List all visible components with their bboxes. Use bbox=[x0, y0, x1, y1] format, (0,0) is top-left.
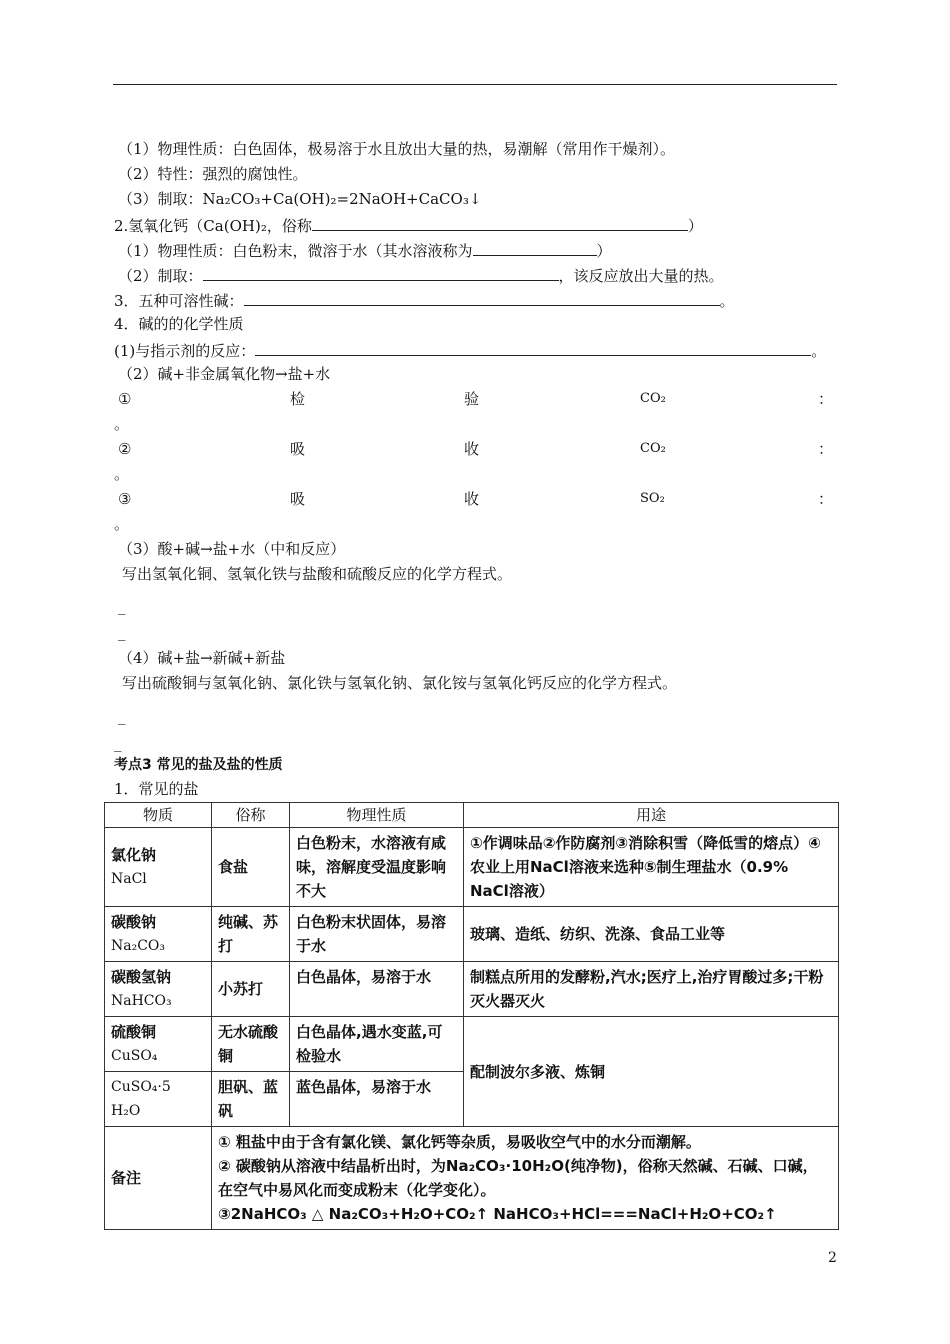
row-word: 验 bbox=[464, 390, 480, 408]
substance-cell: 硫酸铜 CuSO₄ bbox=[105, 1017, 212, 1072]
question-text: ） bbox=[596, 242, 612, 260]
common-name-cell: 无水硫酸铜 bbox=[212, 1017, 290, 1072]
table-header-row bbox=[105, 803, 839, 828]
text-line: （3）酸+碱→盐+水（中和反应） bbox=[118, 540, 346, 558]
substance-cell: 氯化钠 NaCl bbox=[105, 828, 212, 907]
notes-cell bbox=[212, 1127, 839, 1230]
question-text: ） bbox=[687, 217, 703, 235]
row-colon: ： bbox=[818, 490, 834, 508]
notes-label-cell: 备注 bbox=[105, 1127, 212, 1230]
question-text: 2.氢氧化钙（Ca(OH)₂，俗称 bbox=[114, 217, 312, 235]
common-name-cell: 纯碱、苏打 bbox=[212, 907, 290, 962]
question-text: 。 bbox=[719, 292, 735, 310]
text-line: 4．碱的的化学性质 bbox=[114, 315, 244, 333]
table-row bbox=[105, 828, 839, 907]
text-line: （2）特性：强烈的腐蚀性。 bbox=[118, 165, 308, 183]
salts-table bbox=[104, 802, 839, 1230]
section-heading: 考点3 常见的盐及盐的性质 bbox=[114, 757, 283, 773]
physical-property-cell: 蓝色晶体，易溶于水 bbox=[290, 1072, 464, 1127]
use-cell: ①作调味品②作防腐剂③消除积雪（降低雪的熔点）④农业上用NaCl溶液来选种⑤制生理盐水（0.9% NaCl溶液） bbox=[464, 828, 839, 907]
header-rule bbox=[113, 84, 837, 85]
text-line: 写出硫酸铜与氢氧化钠、氯化铁与氢氧化钠、氯化铵与氢氧化钙反应的化学方程式。 bbox=[122, 674, 678, 692]
text-line: （3）制取：Na₂CO₃+Ca(OH)₂=2NaOH+CaCO₃↓ bbox=[118, 190, 482, 208]
blank-dash: _ bbox=[118, 707, 126, 725]
text-line bbox=[118, 264, 724, 286]
substance-cell: CuSO₄·5 H₂O bbox=[105, 1072, 212, 1127]
row-word: 检 bbox=[290, 390, 306, 408]
note-item: ③2NaHCO₃ △ Na₂CO₃+H₂O+CO₂↑ NaHCO₃+HCl===NaCl+H₂O+CO₂↑ bbox=[218, 1205, 777, 1223]
row-formula: CO₂ bbox=[640, 391, 666, 406]
row-word: 收 bbox=[464, 490, 480, 508]
text-line: 写出氢氧化铜、氢氧化铁与盐酸和硫酸反应的化学方程式。 bbox=[122, 565, 513, 583]
use-cell: 配制波尔多液、炼铜 bbox=[464, 1017, 839, 1127]
common-name-cell: 食盐 bbox=[212, 828, 290, 907]
question-text: (1)与指示剂的反应： bbox=[114, 342, 256, 360]
text-line: 。 bbox=[114, 465, 130, 483]
use-cell: 制糕点所用的发酵粉,汽水;医疗上,治疗胃酸过多;干粉灭火器灭火 bbox=[464, 962, 839, 1017]
column-header: 用途 bbox=[464, 803, 839, 828]
text-line: （4）碱+盐→新碱+新盐 bbox=[118, 649, 286, 667]
physical-property-cell: 白色粉末，水溶液有咸味，溶解度受温度影响不大 bbox=[290, 828, 464, 907]
table-notes-row bbox=[105, 1127, 839, 1230]
answer-blank[interactable] bbox=[244, 289, 720, 306]
row-word: 收 bbox=[464, 440, 480, 458]
answer-blank[interactable] bbox=[255, 339, 811, 356]
text-line bbox=[118, 239, 612, 261]
page-number: 2 bbox=[828, 1250, 837, 1266]
blank-dash: _ bbox=[114, 734, 122, 752]
subsection-title: 1．常见的盐 bbox=[114, 780, 199, 798]
physical-property-cell: 白色晶体,遇水变蓝,可检验水 bbox=[290, 1017, 464, 1072]
substance-cell: 碳酸氢钠 NaHCO₃ bbox=[105, 962, 212, 1017]
answer-blank[interactable] bbox=[203, 264, 559, 281]
circled-number: ① bbox=[118, 390, 132, 408]
text-line: 。 bbox=[114, 415, 130, 433]
row-formula: SO₂ bbox=[640, 491, 665, 506]
circled-number: ③ bbox=[118, 490, 132, 508]
blank-dash: _ bbox=[118, 623, 126, 641]
question-text: （2）制取： bbox=[118, 267, 203, 285]
common-name-cell: 小苏打 bbox=[212, 962, 290, 1017]
text-line: 。 bbox=[114, 515, 130, 533]
text-line bbox=[114, 214, 703, 236]
use-cell: 玻璃、造纸、纺织、洗涤、食品工业等 bbox=[464, 907, 839, 962]
question-text: 。 bbox=[811, 342, 827, 360]
row-formula: CO₂ bbox=[640, 441, 666, 456]
row-word: 吸 bbox=[290, 490, 306, 508]
column-header: 物质 bbox=[105, 803, 212, 828]
answer-blank[interactable] bbox=[473, 239, 597, 256]
physical-property-cell: 白色晶体，易溶于水 bbox=[290, 962, 464, 1017]
table-row bbox=[105, 907, 839, 962]
text-line bbox=[114, 339, 826, 361]
text-line: （2）碱+非金属氧化物→盐+水 bbox=[118, 365, 331, 383]
physical-property-cell: 白色粉末状固体，易溶于水 bbox=[290, 907, 464, 962]
column-header: 物理性质 bbox=[290, 803, 464, 828]
row-colon: ： bbox=[818, 390, 834, 408]
circled-number: ② bbox=[118, 440, 132, 458]
row-colon: ： bbox=[818, 440, 834, 458]
row-word: 吸 bbox=[290, 440, 306, 458]
text-line: （1）物理性质：白色固体，极易溶于水且放出大量的热，易潮解（常用作干燥剂）。 bbox=[118, 140, 676, 158]
table-row bbox=[105, 962, 839, 1017]
column-header: 俗称 bbox=[212, 803, 290, 828]
note-item: ② 碳酸钠从溶液中结晶析出时，为Na₂CO₃·10H₂O(纯净物)，俗称天然碱、石碱、口碱，在空气中易风化而变成粉末（化学变化）。 bbox=[218, 1157, 818, 1199]
text-line bbox=[114, 289, 735, 311]
question-text: ，该反应放出大量的热。 bbox=[558, 267, 724, 285]
blank-dash: _ bbox=[118, 597, 126, 615]
substance-cell: 碳酸钠 Na₂CO₃ bbox=[105, 907, 212, 962]
table-row bbox=[105, 1017, 839, 1072]
answer-blank[interactable] bbox=[312, 214, 688, 231]
common-name-cell: 胆矾、蓝矾 bbox=[212, 1072, 290, 1127]
question-text: 3．五种可溶性碱： bbox=[114, 292, 244, 310]
question-text: （1）物理性质：白色粉末，微溶于水（其水溶液称为 bbox=[118, 242, 473, 260]
note-item: ① 粗盐中由于含有氯化镁、氯化钙等杂质，易吸收空气中的水分而潮解。 bbox=[218, 1133, 701, 1151]
